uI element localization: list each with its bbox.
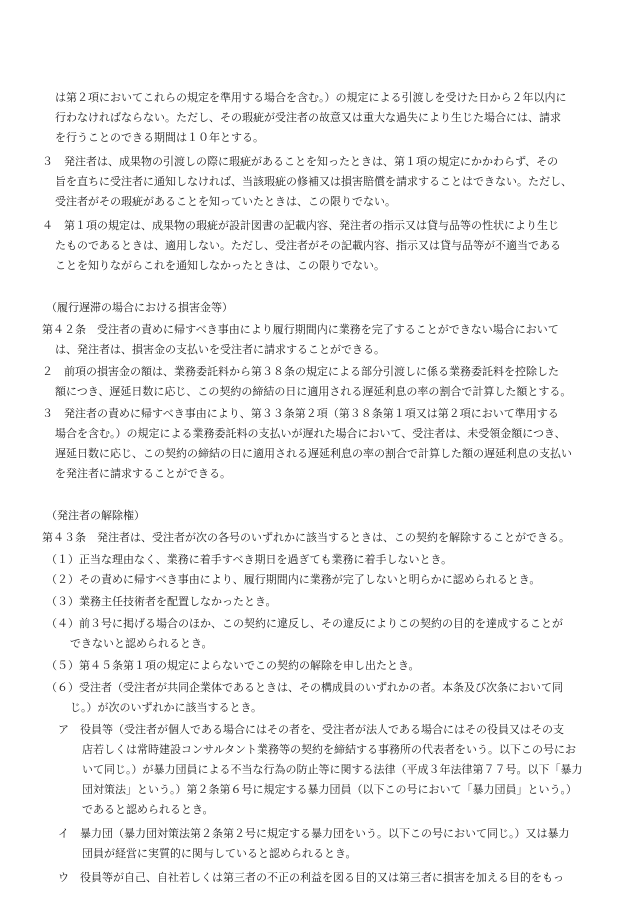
text-line: を行うことのできる期間は１０年とする。 — [55, 131, 264, 144]
clause-paragraph: ２ 前項の損害金の額は、業務委託料から第３８条の規定による部分引渡しに係る業務委託料を控除した — [42, 365, 559, 378]
article-line: 第４２条 受注者の責めに帰すべき事由により履行期間内に業務を完了することができない場合において — [42, 323, 559, 336]
list-item: （１）正当な理由なく、業務に着手すべき期日を過ぎても業務に着手しないとき。 — [46, 553, 453, 566]
text-line: を発注者に請求することができる。 — [55, 467, 231, 480]
text-line: であると認められるとき。 — [82, 803, 214, 816]
sub-item: ア 役員等（受注者が個人である場合にはその者を、受注者が法人である場合にはその役員又はその支 — [58, 723, 564, 736]
text-line: は第２項においてこれらの規定を準用する場合を含む。）の規定による引渡しを受けた日から２年以内に — [55, 91, 567, 104]
text-line: 遅延日数に応じ、この契約の締結の日に適用される遅延利息の率の割合で計算した額の遅延利息の支払い — [55, 447, 572, 460]
section-heading: （発注者の解除権） — [46, 509, 145, 522]
list-item: （４）前３号に掲げる場合のほか、この契約に違反し、その違反によりこの契約の目的を達成することが — [46, 617, 563, 630]
text-line: 団員が経営に実質的に関与していると認められるとき。 — [82, 847, 357, 860]
sub-item: ウ 役員等が自己、自社若しくは第三者の不正の利益を図る目的又は第三者に損害を加える目的をもっ — [58, 871, 564, 884]
text-line: 行わなければならない。ただし、その瑕疵が受注者の故意又は重大な過失により生じた場合には、請求 — [55, 111, 561, 124]
text-line: は、発注者は、損害金の支払いを受注者に請求することができる。 — [55, 343, 385, 356]
article-line: 第４３条 発注者は、受注者が次の各号のいずれかに該当するときは、この契約を解除することができる。 — [42, 531, 570, 544]
text-line: できないと認められるとき。 — [70, 637, 213, 650]
clause-paragraph: ３ 発注者の責めに帰すべき事由により、第３３条第２項（第３８条第１項又は第２項において準用する — [42, 407, 559, 420]
text-line: たものであるときは、適用しない。ただし、受注者がその記載内容、指示又は貸与品等が不適当である — [55, 239, 561, 252]
text-line: いて同じ。）が暴力団員による不当な行為の防止等に関する法律（平成３年法律第７７号。以下「暴力 — [82, 763, 583, 776]
list-item: （３）業務主任技術者を配置しなかったとき。 — [46, 595, 277, 608]
text-line: じ。）が次のいずれかに該当するとき。 — [70, 701, 263, 714]
section-heading: （履行遅滞の場合における損害金等） — [46, 301, 233, 314]
text-line: 受注者がその瑕疵があることを知っていたときは、この限りでない。 — [55, 195, 396, 208]
clause-paragraph: ４ 第１項の規定は、成果物の瑕疵が設計図書の記載内容、発注者の指示又は貸与品等の性状により生じ — [42, 219, 559, 232]
text-line: 団対策法」という。）第２条第６号に規定する暴力団員（以下この号において「暴力団員」という。） — [82, 783, 577, 796]
list-item: （５）第４５条第１項の規定によらないでこの契約の解除を申し出たとき。 — [46, 659, 420, 672]
clause-paragraph: ３ 発注者は、成果物の引渡しの際に瑕疵があることを知ったときは、第１項の規定にかかわらず、その — [42, 155, 559, 168]
list-item: （６）受注者（受注者が共同企業体であるときは、その構成員のいずれかの者。本条及び次条において同 — [46, 681, 563, 694]
text-line: ことを知りながらこれを通知しなかったときは、この限りでない。 — [55, 259, 385, 272]
text-line: 額につき、遅延日数に応じ、この契約の締結の日に適用される遅延利息の率の割合で計算した額とする。 — [55, 385, 572, 398]
text-line: 旨を直ちに受注者に通知しなければ、当該瑕疵の修補又は損害賠償を請求することはできない。ただし、 — [55, 175, 572, 188]
text-line: 場合を含む。）の規定による業務委託料の支払いが遅れた場合において、受注者は、未受領金額につき、 — [55, 427, 566, 440]
list-item: （２）その責めに帰すべき事由により、履行期間内に業務が完了しないと明らかに認められるとき。 — [46, 573, 541, 586]
text-line: 店若しくは常時建設コンサルタント業務等の契約を締結する事務所の代表者をいう。以下この号にお — [82, 743, 577, 756]
sub-item: イ 暴力団（暴力団対策法第２条第２号に規定する暴力団をいう。以下この号において同じ。）又は暴力 — [58, 827, 570, 840]
